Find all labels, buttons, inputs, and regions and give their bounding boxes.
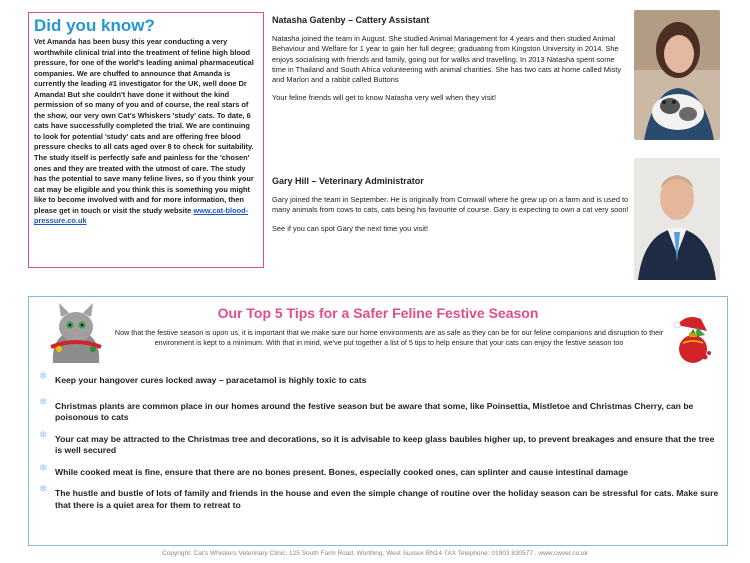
festive-tips-box — [28, 296, 728, 546]
staff-heading: Natasha Gatenby – Cattery Assistant — [272, 15, 430, 25]
staff-profile-gary — [272, 176, 630, 239]
tip-item — [39, 396, 719, 424]
staff-heading: Gary Hill – Veterinary Administrator — [272, 176, 424, 186]
staff-closing: See if you can spot Gary the next time you visit! — [272, 223, 429, 233]
snowflake-icon: ❄ — [39, 484, 48, 495]
tip-text: While cooked meat is fine, ensure that there are no bones present. Bones, especially cooked ones, can splinter and cause intestinal damage — [55, 466, 629, 477]
tip-item — [39, 484, 719, 511]
gary-photo — [634, 158, 720, 280]
tip-text: Christmas plants are common place in our homes around the festive season but be aware that some, like Poinsettia, Mistletoe and Christmas Cherry, can be poisonous to cats — [55, 400, 694, 422]
did-you-know-body — [34, 37, 258, 227]
tip-text: Your cat may be attracted to the Christmas tree and decorations, so it is advisable to keep glass baubles higher up, to prevent breakages and ensure that the tree is well secured — [55, 433, 715, 455]
snowflake-icon: ❄ — [39, 396, 48, 408]
did-you-know-box — [28, 12, 264, 268]
tip-item — [39, 462, 719, 479]
natasha-photo — [634, 10, 720, 140]
tips-title: Our Top 5 Tips for a Safer Feline Festive Season — [217, 305, 539, 321]
staff-bio: Natasha joined the team in August. She studied Animal Management for 4 years and then studied Animal Behaviour and Welfare for 1 year to gain her full degree; graduating from Kingston University in 2014. She enjoys socialising with friends and family, going out for walks and travelling. In 2013 Natasha spent some time in Thailand and South Africa volunteering with animal charities. She has two cats at home called Misty and Marlon and a rabbit called Buttons — [272, 34, 622, 85]
page-footer: Copyright: Cat's Whiskers Veterinary Clinic, 125 South Farm Road, Worthing, West Sussex BN14 7AX Telephone: 01903 830577 . www.cwvet.co.uk — [162, 550, 588, 557]
staff-profile-natasha — [272, 15, 630, 109]
staff-bio: Gary joined the team in September. He is originally from Cornwall where he grew up on a farm and is used to many animals from cows to cats, cats being his favourite of course. Gary is expecting to own a cat very soon! — [272, 195, 629, 215]
tip-item — [39, 429, 719, 457]
tip-text: Keep your hangover cures locked away – paracetamol is highly toxic to cats — [55, 375, 367, 385]
tip-item — [39, 371, 719, 387]
staff-closing: Your feline friends will get to know Natasha very well when they visit! — [272, 93, 497, 103]
snowflake-icon: ❄ — [39, 462, 48, 474]
christmas-bauble-illustration — [667, 309, 717, 367]
tips-intro: Now that the festive season is upon us, it is important that we make sure our home environments are as safe as they can be for our feline companions and disruption to their environment is kept to a minimum. With that in mind, we've put together a list of 5 tips to help ensure that your cats can enjoy the festive season too — [114, 328, 664, 347]
did-you-know-text: Vet Amanda has been busy this year conducting a very worthwhile clinical trial into the treatment of feline high blood pressure, for one of the world's leading animal pharmaceutical companies. We are chuffed to announce that Amanda is currently the leading #1 investigator for the UK, well done Dr Amanda! But she couldn't have done it without the kind permission of so many of you and of course, the real stars of the show, our very own Cat's Whiskers 'study' cats. To date, 6 cats have successfully completed the trial. We are continuing to look for potential 'study' cats and are offering free blood pressure checks to all cats aged over 8 to check for suitability. The study itself is perfectly safe and painless for the 'chosen' ones and they are treated with the utmost of care. The study has the potential to save many feline lives, so if you think your cat may be eligible and you think this is something you might like to become involved with and for more information, then please get in touch or visit the study website — [34, 37, 254, 215]
tip-text: The hustle and bustle of lots of family and friends in the house and even the simple change of routine over the holiday season can be stressful for cats. Make sure that there is a quiet area for them to retreat to — [55, 488, 719, 510]
tips-list — [39, 371, 719, 511]
snowflake-icon: ❄ — [39, 371, 48, 382]
snowflake-icon: ❄ — [39, 429, 48, 441]
did-you-know-title: Did you know? — [34, 16, 155, 35]
study-website-link[interactable]: www.cat-blood-pressure.co.uk — [34, 205, 249, 226]
